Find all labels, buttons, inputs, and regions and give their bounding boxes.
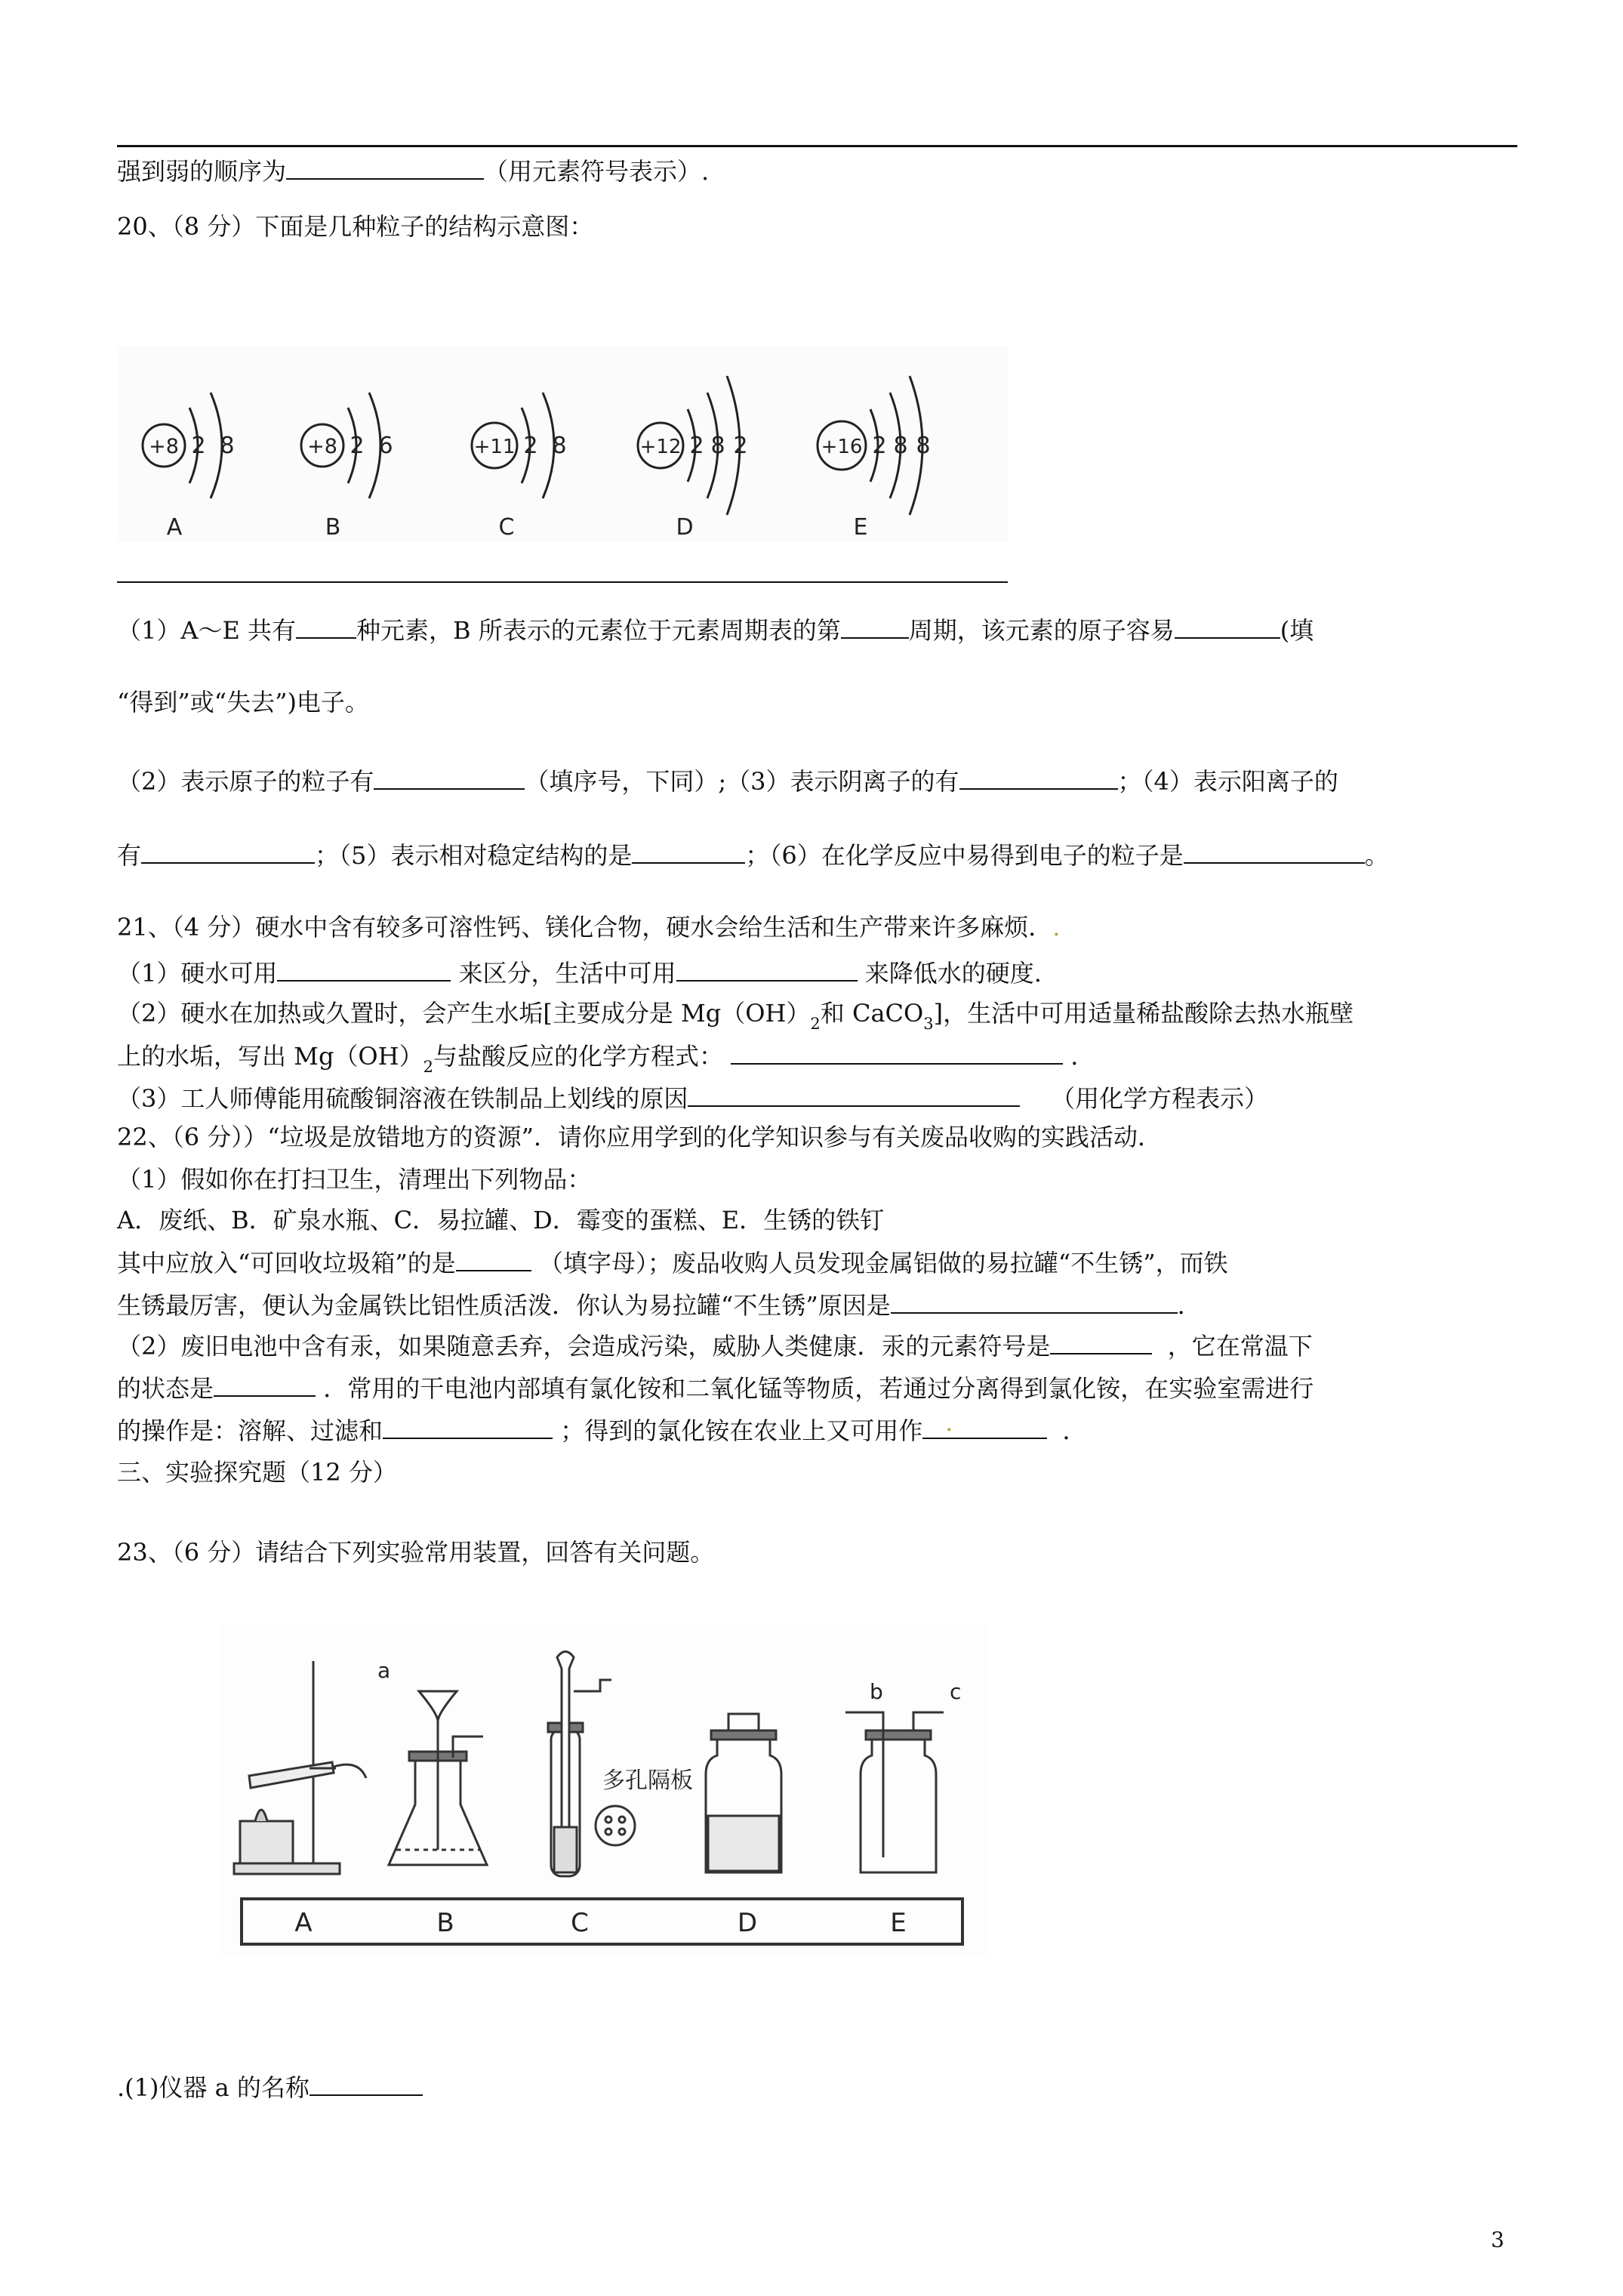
q20-text: ；（6）在化学反应中易得到电子的粒子是 [745, 841, 1184, 870]
q22-part1: （1）假如你在打扫卫生，清理出下列物品： [117, 1165, 592, 1194]
q20-text: （填序号，下同）;（3）表示阴离子的有 [525, 767, 959, 796]
q20-text: 周期，该元素的原子容易 [908, 616, 1175, 645]
apparatus-label: D [737, 1908, 758, 1938]
q21-text: 与盐酸反应的化学方程式： [433, 1042, 723, 1071]
particle-label: B [325, 514, 341, 541]
q22-line7 [117, 1370, 1313, 1405]
shell-electrons: 8 [552, 433, 567, 459]
q20-text: （1）A～E 共有 [117, 616, 297, 645]
apparatus-label: A [294, 1908, 313, 1938]
q21-text: 来降低水的硬度. [864, 959, 1042, 988]
q20-part1 [117, 612, 1313, 647]
q22-items: A．废纸、B．矿泉水瓶、C．易拉罐、D．霉变的蛋糕、E．生锈的铁钉 [117, 1206, 885, 1234]
shell-electrons: 8 [220, 433, 235, 459]
q21-text: 上的水垢，写出 Mg（OH） [117, 1042, 423, 1071]
q21-part2 [117, 997, 1354, 1033]
q20-part2-cont [117, 837, 1389, 872]
particle-label: A [166, 514, 183, 541]
q21-text: ]，生活中可用适量稀盐酸除去热水瓶壁 [933, 999, 1354, 1028]
q22-line8 [117, 1408, 1087, 1447]
q22-line6 [117, 1327, 1313, 1363]
answer-blank[interactable] [374, 763, 525, 790]
q21-text: 和 CaCO [820, 999, 924, 1028]
particle-label: D [676, 514, 694, 541]
answer-blank[interactable] [959, 763, 1118, 790]
q19-text: （用元素符号表示）. [484, 157, 710, 186]
answer-blank[interactable] [1175, 612, 1280, 639]
q20-text: 种元素，B 所表示的元素位于元素周期表的第 [356, 616, 841, 645]
label-b: b [870, 1679, 883, 1704]
answer-blank[interactable] [1184, 837, 1365, 864]
q20-part1-cont: “得到”或“失去”)电子。 [117, 688, 369, 717]
answer-blank[interactable] [688, 1080, 1020, 1107]
q21-text: （3）工人师傅能用硫酸铜溶液在铁制品上划线的原因 [117, 1084, 688, 1113]
q21-part2-cont [117, 1037, 1095, 1076]
answer-blank[interactable] [632, 837, 745, 864]
nucleus-charge: +11 [473, 436, 516, 458]
apparatus-label: E [890, 1908, 907, 1938]
q22-line4 [117, 1244, 1228, 1280]
nucleus-charge: +8 [149, 435, 179, 458]
particle-structure-diagram [117, 346, 1008, 542]
label-a: a [377, 1658, 391, 1683]
q22-text: （2）废旧电池中含有汞，如果随意丢弃，会造成污染，威胁人类健康．汞的元素符号是 [117, 1332, 1051, 1361]
answer-blank[interactable] [456, 1244, 531, 1271]
stray-mark: . [1052, 913, 1061, 942]
shell-electrons: 2 [689, 433, 704, 459]
q20-title: 20、（8 分）下面是几种粒子的结构示意图： [117, 212, 594, 241]
shell-electrons: 2 [733, 433, 748, 459]
q21-text: （1）硬水可用 [117, 959, 278, 988]
nucleus-charge: +8 [307, 435, 337, 458]
answer-blank[interactable] [141, 837, 315, 864]
figure-rule [117, 581, 1008, 583]
q20-text: （2）表示原子的粒子有 [117, 767, 374, 796]
subscript: 2 [423, 1058, 433, 1076]
q22-line5 [117, 1287, 1202, 1322]
page-number: 3 [1491, 2227, 1504, 2252]
q20-text: 有 [117, 841, 142, 870]
porous-plate-label: 多孔隔板 [602, 1767, 693, 1794]
shell-electrons: 8 [916, 433, 931, 459]
q22-text: ．常用的干电池内部填有氯化铵和二氧化锰等物质，若通过分离得到氯化铵，在实验室需进行 [323, 1374, 1314, 1403]
shell-electrons: 2 [350, 433, 365, 459]
q22-text: ，它在常温下 [1167, 1332, 1313, 1361]
answer-blank[interactable] [383, 1412, 553, 1439]
answer-blank[interactable] [310, 2069, 423, 2096]
q22-title: 22、（6 分））“垃圾是放错地方的资源”．请你应用学到的化学知识参与有关废品收购的实践活动． [117, 1123, 1162, 1151]
shell-electrons: 6 [378, 433, 393, 459]
answer-blank[interactable] [731, 1037, 1063, 1065]
q23-part1 [117, 2069, 423, 2104]
shell-electrons: 2 [523, 433, 538, 459]
q22-text: 生锈最厉害，便认为金属铁比铝性质活泼．你认为易拉罐“不生锈”原因是 [117, 1291, 891, 1320]
answer-blank[interactable] [214, 1370, 316, 1397]
apparatus-label: B [436, 1908, 454, 1938]
q20-part2 [117, 763, 1338, 798]
q19-tail-line [117, 153, 709, 188]
q21-text: （用化学方程表示） [1051, 1084, 1269, 1113]
q20-text: ；（5）表示相对稳定结构的是 [315, 841, 633, 870]
lab-apparatus-diagram [219, 1623, 989, 1955]
q19-text: 强到弱的顺序为 [117, 157, 287, 186]
nucleus-charge: +12 [639, 436, 682, 458]
header-rule [117, 145, 1517, 147]
q22-text: ；得到的氯化铵在农业上又可用作 [560, 1416, 923, 1445]
answer-blank[interactable] [922, 1408, 1047, 1439]
q22-text: 的操作是：溶解、过滤和 [117, 1416, 383, 1445]
q21-text: （2）硬水在加热或久置时，会产生水垢[主要成分是 Mg（OH） [117, 999, 811, 1028]
answer-blank[interactable] [841, 612, 909, 639]
q20-text: (填 [1280, 616, 1314, 645]
answer-blank[interactable] [1050, 1327, 1152, 1354]
subscript: 3 [923, 1015, 934, 1033]
label-c: c [950, 1679, 962, 1704]
answer-blank[interactable] [891, 1287, 1178, 1314]
stray-mark: . [945, 1408, 953, 1437]
q21-part1 [117, 954, 1042, 990]
q22-text: （填字母）；废品收购人员发现金属铝做的易拉罐“不生锈”，而铁 [538, 1249, 1228, 1277]
particle-label: C [498, 514, 515, 541]
q23-title: 23、（6 分）请结合下列实验常用装置，回答有关问题。 [117, 1538, 715, 1567]
q20-text: 。 [1364, 841, 1389, 870]
q21-text: ． [1070, 1042, 1095, 1071]
subscript: 2 [810, 1015, 821, 1033]
shell-electrons: 8 [710, 433, 725, 459]
answer-blank[interactable] [296, 612, 356, 639]
q22-text: ． [1177, 1291, 1202, 1320]
nucleus-charge: +16 [821, 436, 863, 458]
shell-electrons: 2 [191, 433, 206, 459]
section-title: 三、实验探究题（12 分） [117, 1458, 397, 1487]
answer-blank[interactable] [286, 153, 484, 180]
answer-blank[interactable] [277, 954, 451, 982]
shell-electrons: 8 [893, 433, 908, 459]
q20-text: ；（4）表示阳离子的 [1117, 767, 1338, 796]
particle-label: E [853, 514, 868, 541]
q21-title [117, 911, 1060, 944]
answer-blank[interactable] [676, 954, 858, 982]
q21-text: 来区分，生活中可用 [458, 959, 676, 988]
q23-text: . [117, 2073, 125, 2102]
shell-electrons: 2 [872, 433, 887, 459]
apparatus-label: C [571, 1908, 589, 1938]
q22-text: 的状态是 [117, 1374, 214, 1403]
q23-text: (1)仪器 a 的名称 [125, 2073, 310, 2102]
q22-text: 其中应放入“可回收垃圾箱”的是 [117, 1249, 456, 1277]
q21-text: 21、（4 分）硬水中含有较多可溶性钙、镁化合物，硬水会给生活和生产带来许多麻烦． [117, 913, 1053, 942]
q22-text: ． [1062, 1416, 1087, 1445]
q21-part3 [117, 1080, 1268, 1115]
